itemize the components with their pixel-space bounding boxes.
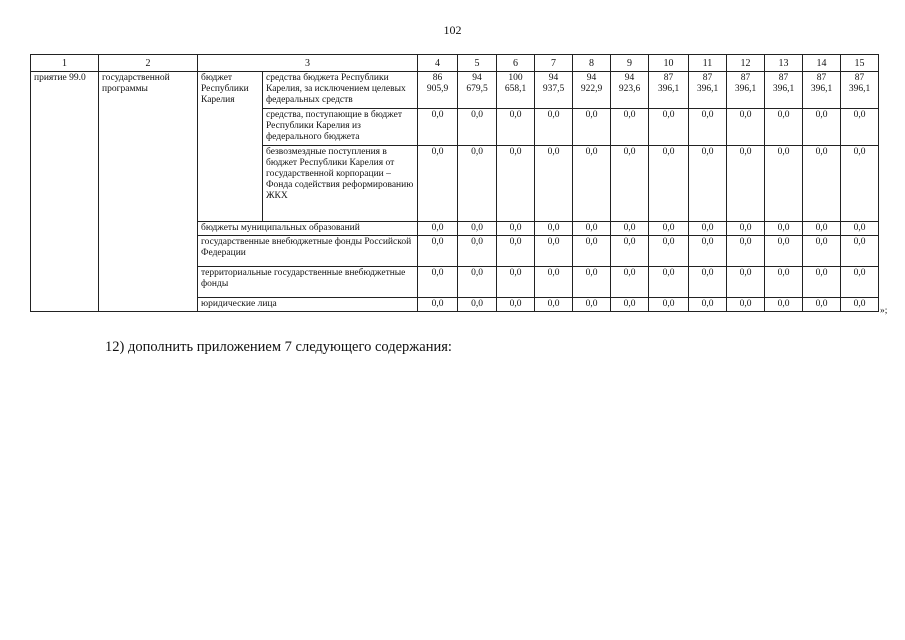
value-cell: 0,0 [418, 267, 458, 298]
value-cell: 0,0 [765, 146, 803, 222]
value-cell: 0,0 [535, 267, 573, 298]
value-cell: 87 396,1 [727, 72, 765, 109]
header-cell: 4 [418, 55, 458, 72]
value-cell: 0,0 [535, 146, 573, 222]
budget-table [30, 54, 879, 312]
value-cell: 0,0 [841, 298, 879, 312]
value-cell: 0,0 [649, 109, 689, 146]
value-cell: 0,0 [841, 146, 879, 222]
value-cell: 0,0 [765, 109, 803, 146]
value-cell: 0,0 [803, 298, 841, 312]
value-cell: 0,0 [458, 109, 497, 146]
value-cell: 94 922,9 [573, 72, 611, 109]
row-label: территориальные государственные внебюджетные фонды [198, 267, 418, 298]
value-cell: 0,0 [803, 109, 841, 146]
value-cell: 0,0 [727, 298, 765, 312]
closing-quote-mark: »; [880, 306, 888, 316]
value-cell: 0,0 [727, 146, 765, 222]
header-cell: 9 [611, 55, 649, 72]
value-cell: 94 679,5 [458, 72, 497, 109]
value-cell: 0,0 [841, 236, 879, 267]
header-cell: 13 [765, 55, 803, 72]
value-cell: 87 396,1 [689, 72, 727, 109]
value-cell: 87 396,1 [841, 72, 879, 109]
value-cell: 0,0 [418, 146, 458, 222]
value-cell: 0,0 [689, 236, 727, 267]
value-cell: 0,0 [689, 146, 727, 222]
value-cell: 0,0 [649, 267, 689, 298]
value-cell: 0,0 [803, 222, 841, 236]
table-row [31, 72, 879, 109]
value-cell: 0,0 [689, 267, 727, 298]
value-cell: 87 396,1 [803, 72, 841, 109]
header-row [31, 55, 879, 72]
value-cell: 0,0 [689, 109, 727, 146]
value-cell: 0,0 [573, 298, 611, 312]
value-cell: 0,0 [649, 222, 689, 236]
value-cell: 0,0 [841, 222, 879, 236]
value-cell: 0,0 [458, 236, 497, 267]
value-cell: 0,0 [418, 298, 458, 312]
header-cell: 7 [535, 55, 573, 72]
header-cell: 11 [689, 55, 727, 72]
value-cell: 0,0 [418, 109, 458, 146]
value-cell: 0,0 [649, 236, 689, 267]
value-cell: 0,0 [418, 222, 458, 236]
value-cell: 0,0 [418, 236, 458, 267]
value-cell: 87 396,1 [649, 72, 689, 109]
header-cell: 10 [649, 55, 689, 72]
value-cell: 87 396,1 [765, 72, 803, 109]
header-cell: 3 [198, 55, 418, 72]
value-cell: 0,0 [803, 146, 841, 222]
value-cell: 0,0 [535, 298, 573, 312]
value-cell: 0,0 [727, 236, 765, 267]
value-cell: 0,0 [727, 109, 765, 146]
value-cell: 0,0 [611, 146, 649, 222]
value-cell: 0,0 [765, 267, 803, 298]
value-cell: 0,0 [803, 267, 841, 298]
value-cell: 94 937,5 [535, 72, 573, 109]
row-label: безвозмездные поступления в бюджет Республики Карелия от государственной корпорации – Фонда содействия реформированию ЖКХ [263, 146, 418, 222]
header-cell: 14 [803, 55, 841, 72]
program-cell: государственной программы [99, 72, 198, 312]
value-cell: 0,0 [611, 109, 649, 146]
value-cell: 0,0 [497, 146, 535, 222]
row-label: средства, поступающие в бюджет Республики Карелия из федерального бюджета [263, 109, 418, 146]
page-number: 102 [443, 23, 462, 37]
budget-source-cell: бюджет Республики Карелия [198, 72, 263, 222]
value-cell: 0,0 [841, 267, 879, 298]
value-cell: 0,0 [611, 222, 649, 236]
header-cell: 8 [573, 55, 611, 72]
row-label: юридические лица [198, 298, 418, 312]
value-cell: 0,0 [765, 222, 803, 236]
value-cell: 0,0 [689, 222, 727, 236]
amendment-text: 12) дополнить приложением 7 следующего содержания: [105, 339, 452, 355]
value-cell: 0,0 [727, 222, 765, 236]
value-cell: 0,0 [649, 146, 689, 222]
value-cell: 0,0 [497, 222, 535, 236]
header-cell: 5 [458, 55, 497, 72]
value-cell: 0,0 [573, 146, 611, 222]
value-cell: 0,0 [765, 298, 803, 312]
value-cell: 0,0 [458, 267, 497, 298]
value-cell: 0,0 [573, 109, 611, 146]
row-label: государственные внебюджетные фонды Российской Федерации [198, 236, 418, 267]
value-cell: 86 905,9 [418, 72, 458, 109]
value-cell: 100 658,1 [497, 72, 535, 109]
value-cell: 0,0 [649, 298, 689, 312]
row-label: бюджеты муниципальных образований [198, 222, 418, 236]
value-cell: 0,0 [497, 267, 535, 298]
value-cell: 0,0 [573, 236, 611, 267]
header-cell: 6 [497, 55, 535, 72]
value-cell: 0,0 [573, 222, 611, 236]
value-cell: 0,0 [497, 236, 535, 267]
value-cell: 0,0 [803, 236, 841, 267]
value-cell: 0,0 [497, 298, 535, 312]
measure-cell: приятие 99.0 [31, 72, 99, 312]
value-cell: 0,0 [458, 298, 497, 312]
header-cell: 15 [841, 55, 879, 72]
header-cell: 2 [99, 55, 198, 72]
value-cell: 0,0 [611, 236, 649, 267]
header-cell: 1 [31, 55, 99, 72]
value-cell: 0,0 [497, 109, 535, 146]
value-cell: 0,0 [689, 298, 727, 312]
value-cell: 0,0 [458, 222, 497, 236]
value-cell: 0,0 [611, 298, 649, 312]
value-cell: 0,0 [535, 222, 573, 236]
value-cell: 94 923,6 [611, 72, 649, 109]
value-cell: 0,0 [611, 267, 649, 298]
value-cell: 0,0 [458, 146, 497, 222]
value-cell: 0,0 [765, 236, 803, 267]
value-cell: 0,0 [535, 109, 573, 146]
value-cell: 0,0 [841, 109, 879, 146]
value-cell: 0,0 [573, 267, 611, 298]
value-cell: 0,0 [727, 267, 765, 298]
header-cell: 12 [727, 55, 765, 72]
value-cell: 0,0 [535, 236, 573, 267]
row-label: средства бюджета Республики Карелия, за исключением целевых федеральных средств [263, 72, 418, 109]
